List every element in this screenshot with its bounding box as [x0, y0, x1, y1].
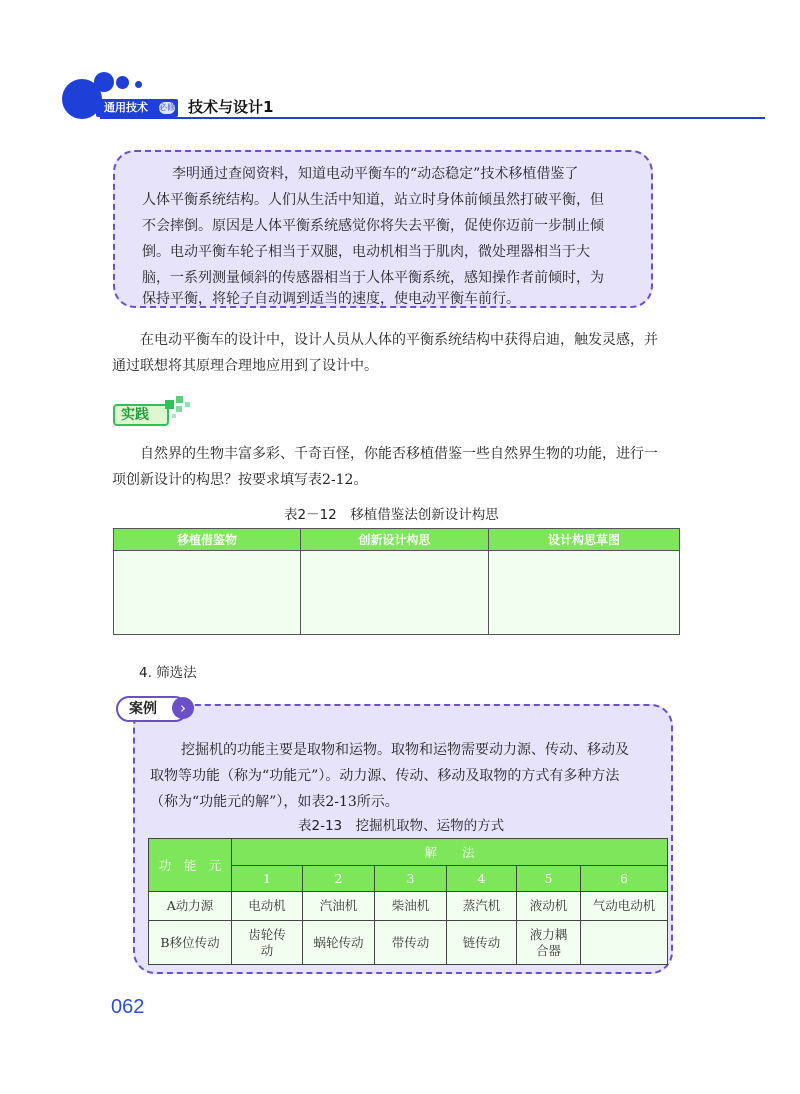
table13-number: 6 — [581, 866, 668, 892]
case2-badge-arrow-icon: › — [172, 697, 194, 719]
table12-caption: 表2－12 移植借鉴法创新设计构思 — [284, 507, 499, 523]
table13-cell: 液动机 — [517, 892, 581, 921]
paragraph-line: 通过联想将其原理合理地应用到了设计中。 — [112, 358, 378, 374]
table13-cell: 蜗轮传动 — [303, 921, 375, 965]
practice-deco-square — [185, 402, 190, 407]
practice-deco-square — [165, 400, 174, 409]
case1-line: 不会摔倒。原因是人体平衡系统感觉你将失去平衡，促使你迈前一步制止倾 — [142, 218, 604, 234]
table13-number: 2 — [303, 866, 375, 892]
header-dot-medium — [94, 72, 114, 92]
case1-line: 脑，一系列测量倾斜的传感器相当于人体平衡系统，感知操作者前倾时，为 — [142, 270, 604, 286]
case2-badge-label: 案例 — [129, 701, 157, 717]
table13-cell: 汽油机 — [303, 892, 375, 921]
table13-number: 1 — [232, 866, 303, 892]
practice-deco-square — [176, 396, 183, 403]
table12-header-cell: 设计构思草图 — [489, 529, 680, 551]
case2-line: 取物等功能（称为“功能元”）。动力源、传动、移动及取物的方式有多种方法 — [150, 768, 620, 784]
table13-row-power — [149, 892, 668, 921]
table13-cell: 液力耦 合器 — [517, 921, 581, 965]
table13-cell: 电动机 — [232, 892, 303, 921]
practice-line: 自然界的生物丰富多彩、千奇百怪，你能否移植借鉴一些自然界生物的功能，进行一 — [140, 446, 658, 462]
paragraph-line: 在电动平衡车的设计中，设计人员从人体的平衡系统结构中获得启迪，触发灵感，并 — [140, 332, 658, 348]
table12-blank-row — [114, 551, 680, 635]
header-volume-badge: 必修 — [159, 103, 175, 112]
table12-header-cell: 移植借鉴物 — [114, 529, 301, 551]
table13-cell — [581, 921, 668, 965]
case1-line: 李明通过查阅资料，知道电动平衡车的“动态稳定”技术移植借鉴了 — [172, 166, 579, 182]
practice-line: 项创新设计的构思？按要求填写表2-12。 — [112, 472, 368, 488]
practice-badge-label: 实践 — [121, 407, 149, 423]
table13-number: 5 — [517, 866, 581, 892]
table13-cell: 带传动 — [375, 921, 447, 965]
table13-row-transmission — [149, 921, 668, 965]
table13-cell: 链传动 — [447, 921, 517, 965]
table13-cell: 柴油机 — [375, 892, 447, 921]
table13-cell: 气动电动机 — [581, 892, 668, 921]
table13-row-label: A动力源 — [149, 892, 232, 921]
header-rule — [100, 117, 765, 119]
case2-line: （称为“功能元的解”），如表2-13所示。 — [150, 794, 399, 810]
table13-row-label: B移位传动 — [149, 921, 232, 965]
section-title-screening: 4. 筛选法 — [139, 665, 197, 681]
table12-header-cell: 创新设计构思 — [301, 529, 489, 551]
case1-line: 倒。电动平衡车轮子相当于双腿，电动机相当于肌肉，微处理器相当于大 — [142, 244, 590, 260]
header-series-label: 通用技术 — [104, 101, 148, 114]
page-number: 062 — [111, 996, 145, 1018]
table-2-12 — [113, 528, 680, 635]
case1-line: 人体平衡系统结构。人们从生活中知道，站立时身体前倾虽然打破平衡，但 — [142, 192, 604, 208]
table13-solution-header: 解 法 — [232, 839, 668, 866]
table13-header-row — [149, 839, 668, 866]
table12-blank-cell — [114, 551, 301, 635]
header-dot-tiny — [135, 81, 142, 88]
practice-deco-square — [172, 414, 176, 418]
table13-caption: 表2-13 挖掘机取物、运物的方式 — [298, 818, 505, 834]
table13-number: 4 — [447, 866, 517, 892]
table-2-13 — [148, 838, 668, 965]
table12-blank-cell — [489, 551, 680, 635]
case1-line: 保持平衡，将轮子自动调到适当的速度，使电动平衡车前行。 — [142, 291, 520, 307]
table13-cell: 蒸汽机 — [447, 892, 517, 921]
table12-blank-cell — [301, 551, 489, 635]
table12-header-row — [114, 529, 680, 551]
table13-number: 3 — [375, 866, 447, 892]
practice-deco-square — [176, 406, 182, 412]
case2-line: 挖掘机的功能主要是取物和运物。取物和运物需要动力源、传动、移动及 — [181, 742, 629, 758]
table13-cell: 齿轮传 动 — [232, 921, 303, 965]
header-dot-small — [116, 76, 129, 89]
table13-function-header: 功 能 元 — [149, 839, 232, 892]
header-book-title: 技术与设计1 — [188, 98, 274, 116]
